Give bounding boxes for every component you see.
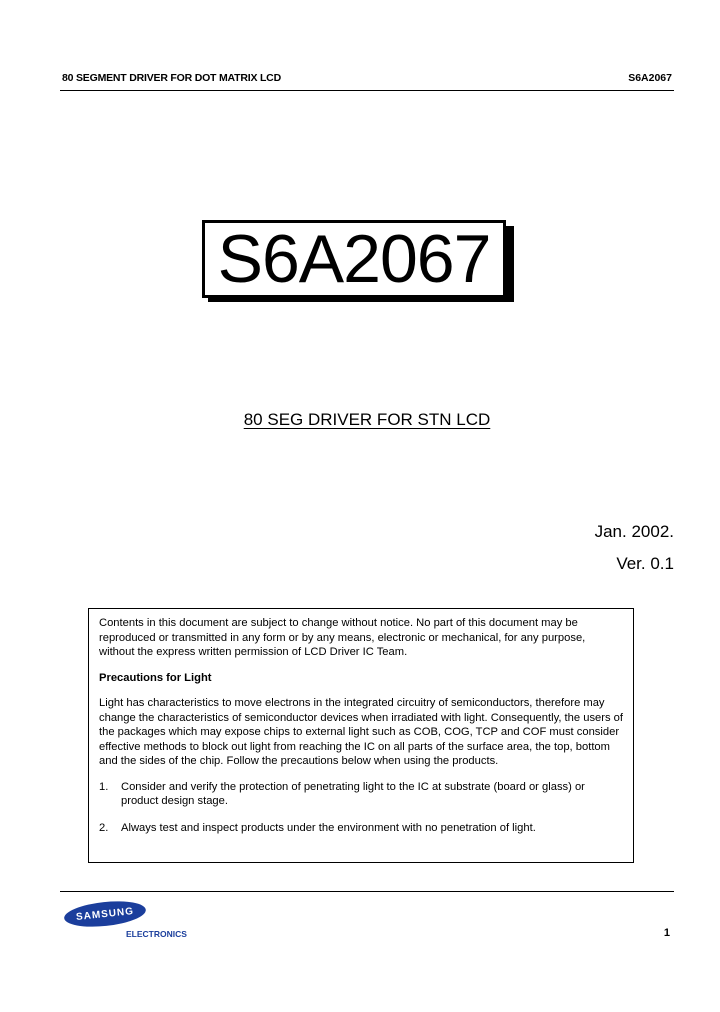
header-divider [60, 90, 674, 91]
notice-box [88, 608, 634, 863]
list-item-number: 1. [99, 780, 109, 793]
title-box [202, 220, 506, 298]
footer-divider [60, 891, 674, 892]
list-item [99, 821, 623, 836]
list-item-number: 2. [99, 821, 109, 834]
logo-wordmark: SAMSUNG [75, 905, 135, 923]
version-label: Ver. 0.1 [616, 554, 674, 573]
header-document-title: 80 SEGMENT DRIVER FOR DOT MATRIX LCD [62, 72, 281, 84]
part-number-title: S6A2067 [217, 221, 491, 297]
samsung-logo [60, 899, 150, 931]
precautions-heading: Precautions for Light [99, 671, 212, 684]
precautions-body: Light has characteristics to move electrons in the integrated circuitry of semiconductors, therefore may change the characteristics of semiconductor devices when irradiated with light. Consequently, the users of the packages which may expose chips to external light such as COB, COG, TCP and COF must consider effective methods to block out light from reaching the IC on all parts of the surface area, the top, bottom and the sides of the chip. Follow the precautions below when using the products. [99, 697, 624, 767]
release-date: Jan. 2002. [594, 522, 674, 541]
logo-oval-icon [63, 898, 147, 930]
document-subtitle: 80 SEG DRIVER FOR STN LCD [243, 410, 491, 429]
page-number: 1 [663, 927, 670, 939]
notice-intro: Contents in this document are subject to change without notice. No part of this document may be reproduced or transmitted in any form or by any means, electronic or mechanical, for any purpose, without the express written permission of LCD Driver IC Team. [99, 617, 586, 658]
logo-subtext: ELECTRONICS [126, 929, 187, 939]
precautions-list [99, 780, 623, 836]
list-item-text: Consider and verify the protection of penetrating light to the IC at substrate (board or glass) or product design stage. [121, 780, 585, 807]
list-item [99, 780, 623, 809]
header-part-number: S6A2067 [628, 72, 672, 84]
list-item-text: Always test and inspect products under the environment with no penetration of light. [121, 821, 536, 834]
